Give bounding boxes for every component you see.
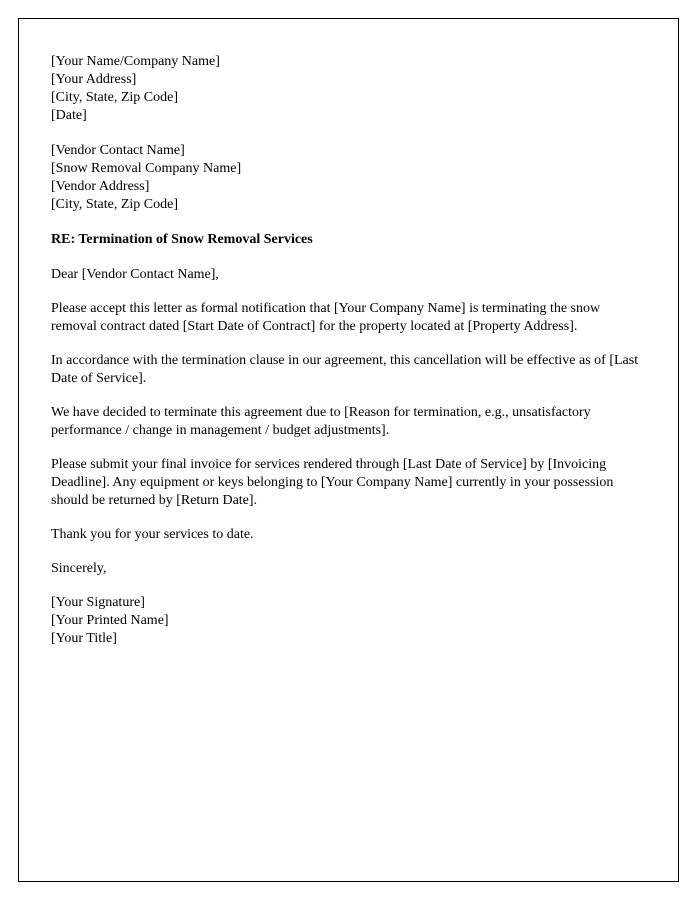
recipient-line: [Vendor Contact Name]	[51, 143, 185, 158]
signature-line: [Your Signature]	[51, 595, 145, 610]
recipient-line: [City, State, Zip Code]	[51, 197, 179, 212]
body-paragraph: Please submit your final invoice for services rendered through [Last Date of Service] by [Invoicing Deadline]. Any equipment or keys belonging to [Your Company Name] currently in your possession should be returned by [Return Date].	[51, 457, 614, 508]
body-paragraph: Please accept this letter as formal notification that [Your Company Name] is terminating the snow removal contract dated [Start Date of Contract] for the property located at [Property Address].	[51, 301, 601, 334]
closing: Sincerely,	[51, 561, 107, 576]
body-paragraph: Thank you for your services to date.	[51, 527, 254, 542]
sender-block	[51, 53, 642, 125]
body-paragraph: In accordance with the termination clause in our agreement, this cancellation will be effective as of [Last Date of Service].	[51, 353, 639, 386]
signature-block	[51, 594, 642, 648]
sender-line: [Your Name/Company Name]	[51, 54, 220, 69]
sender-line: [Your Address]	[51, 72, 137, 87]
salutation: Dear [Vendor Contact Name],	[51, 267, 219, 282]
subject-line: RE: Termination of Snow Removal Services	[51, 232, 313, 247]
recipient-block	[51, 142, 642, 214]
recipient-line: [Snow Removal Company Name]	[51, 161, 242, 176]
signature-line: [Your Printed Name]	[51, 613, 169, 628]
body-paragraph: We have decided to terminate this agreement due to [Reason for termination, e.g., unsatisfactory performance / change in management / budget adjustments].	[51, 405, 591, 438]
recipient-line: [Vendor Address]	[51, 179, 150, 194]
letter-page	[18, 18, 679, 882]
signature-line: [Your Title]	[51, 631, 117, 646]
sender-line: [City, State, Zip Code]	[51, 90, 179, 105]
sender-line: [Date]	[51, 108, 87, 123]
